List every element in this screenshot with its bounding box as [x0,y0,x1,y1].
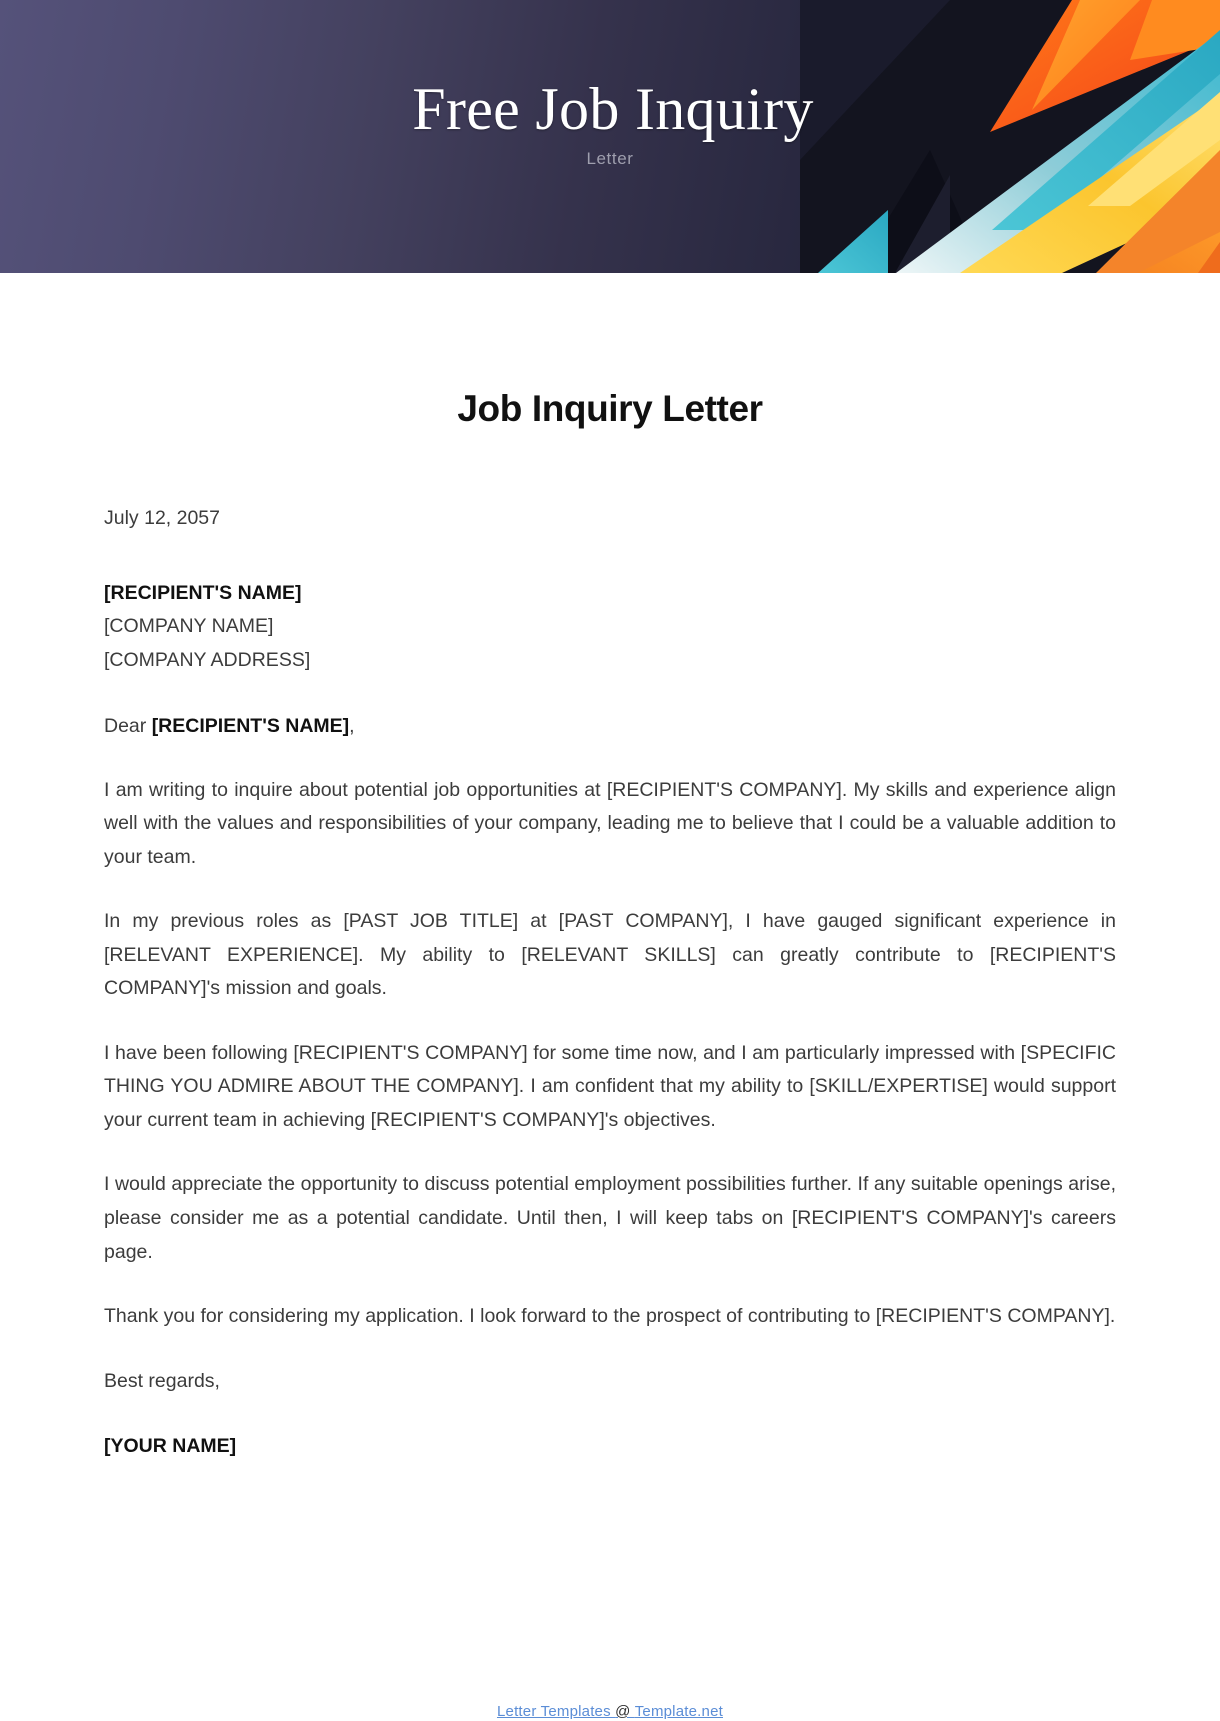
recipient-company: [COMPANY NAME] [104,615,274,638]
footer-link-suffix: Template.net [634,1705,723,1720]
header-banner [0,0,1220,273]
recipient-address: [COMPANY ADDRESS] [104,648,311,671]
closing-salutation: Best regards, [104,1369,220,1392]
footer [0,1705,1220,1721]
letter-paragraph-2: In my previous roles as [PAST JOB TITLE] at [PAST COMPANY], I have gauged significant experience in [RELEVANT EXPERIENCE]. My ability to [RELEVANT SKILLS] can greatly contribute to [RECIPIENT'S COMPANY]'s mission and goals. [104,910,1116,1000]
letter-date: July 12, 2057 [104,507,221,529]
salutation [104,710,1116,744]
signature-name: [YOUR NAME] [104,1435,237,1458]
letter-body [104,502,1116,1464]
letter-paragraph-3: I have been following [RECIPIENT'S COMPANY] for some time now, and I am particularly impressed with [SPECIFIC THING YOU ADMIRE ABOUT THE COMPANY]. I am confident that my ability to [SKILL/EXPERTISE] would support your current team in achieving [RECIPIENT'S COMPANY]'s objectives. [104,1041,1116,1131]
letter-paragraph-1: I am writing to inquire about potential job opportunities at [RECIPIENT'S COMPANY]. My skills and experience align well with the values and responsibilities of your company, leading me to believe that I could be a valuable addition to your team. [104,778,1116,868]
template-net-link[interactable] [497,1705,723,1721]
page-title: Job Inquiry Letter [457,388,763,429]
letter-paragraph-4: I would appreciate the opportunity to discuss potential employment possibilities further. If any suitable openings arise, please consider me as a potential candidate. Until then, I will keep tabs on [RECIPIENT'S COMPANY]'s careers page. [104,1173,1116,1263]
banner-title: Free Job Inquiry [412,76,814,142]
banner-subtitle: Letter [586,149,634,168]
recipient-address-block [104,577,1116,678]
salutation-recipient-name: [RECIPIENT'S NAME] [151,715,350,738]
salutation-prefix: Dear [104,715,152,738]
footer-link-prefix: Letter Templates [496,1705,616,1720]
letter-document [0,388,1220,1464]
recipient-name: [RECIPIENT'S NAME] [104,581,302,604]
salutation-suffix: , [349,715,355,738]
footer-link-at: @ [615,1705,635,1720]
banner-background [0,0,1220,273]
banner-title-group [0,78,1220,169]
letter-paragraph-5: Thank you for considering my application. I look forward to the prospect of contributing to [RECIPIENT'S COMPANY]. [104,1305,1116,1328]
